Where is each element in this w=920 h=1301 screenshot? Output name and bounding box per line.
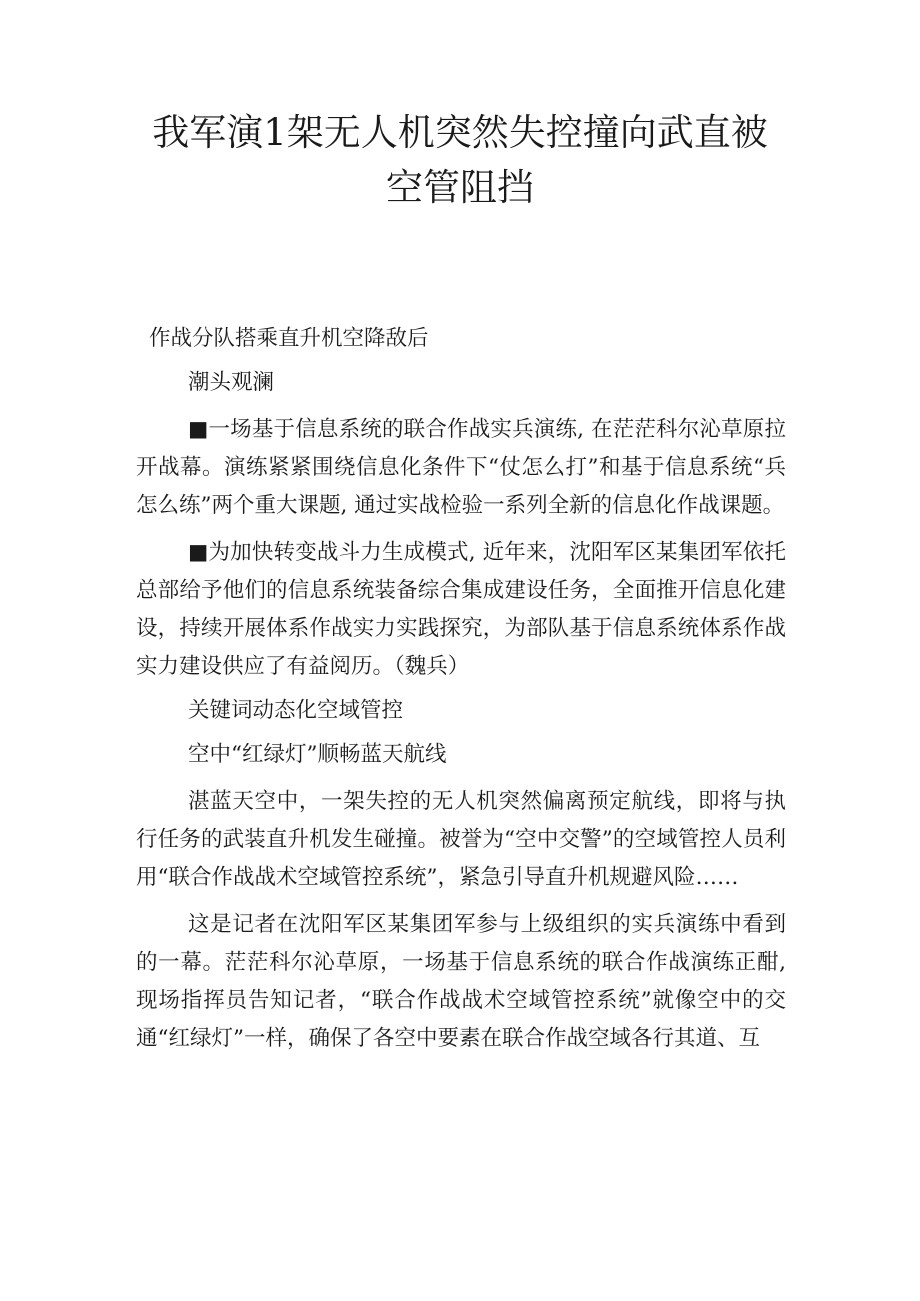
body-paragraph-2: 这是记者在沈阳军区某集团军参与上级组织的实兵演练中看到的一幕。茫茫科尔沁草原，一场基于信息系统的联合作战演练正酣, 现场指挥员告知记者，“联合作战战术空域管控系统”就像空中的交通“红绿灯”一样，确保了各空中要素在联合作战空域各行其道、互 (136, 912, 786, 1051)
title-line-1: 我军演1架无人机突然失控撞向武直被 (152, 111, 768, 154)
caption-paragraph: 作战分队搭乘直升机空降敌后 (149, 326, 429, 351)
document-body (136, 318, 786, 1058)
keyword-heading: 关键词动态化空域管控 (188, 698, 404, 723)
title-line-2: 空管阻挡 (386, 166, 534, 209)
document-title (60, 105, 860, 215)
section-heading: 潮头观澜 (188, 370, 275, 395)
subheading: 空中“红绿灯”顺畅蓝天航线 (188, 742, 447, 767)
body-paragraph-1: 湛蓝天空中，一架失控的无人机突然偏离预定航线，即将与执行任务的武装直升机发生碰撞。被誉为“空中交警”的空域管控人员利用“联合作战战术空域管控系统”，紧急引导直升机规避风险…… (136, 789, 786, 890)
summary-paragraph-2: ■为加快转变战斗力生成模式, 近年来，沈阳军区某集团军依托总部给予他们的信息系统装备综合集成建设任务，全面推开信息化建设，持续开展体系作战实力实践探究，为部队基于信息系统体系作战实力建设供应了有益阅历。（魏兵） (136, 540, 786, 679)
summary-paragraph-1: ■一场基于信息系统的联合作战实兵演练, 在茫茫科尔沁草原拉开战幕。演练紧紧围绕信息化条件下“仗怎么打”和基于信息系统“兵怎么练”两个重大课题, 通过实战检验一系列全新的信息化作战课题。 (136, 417, 786, 518)
